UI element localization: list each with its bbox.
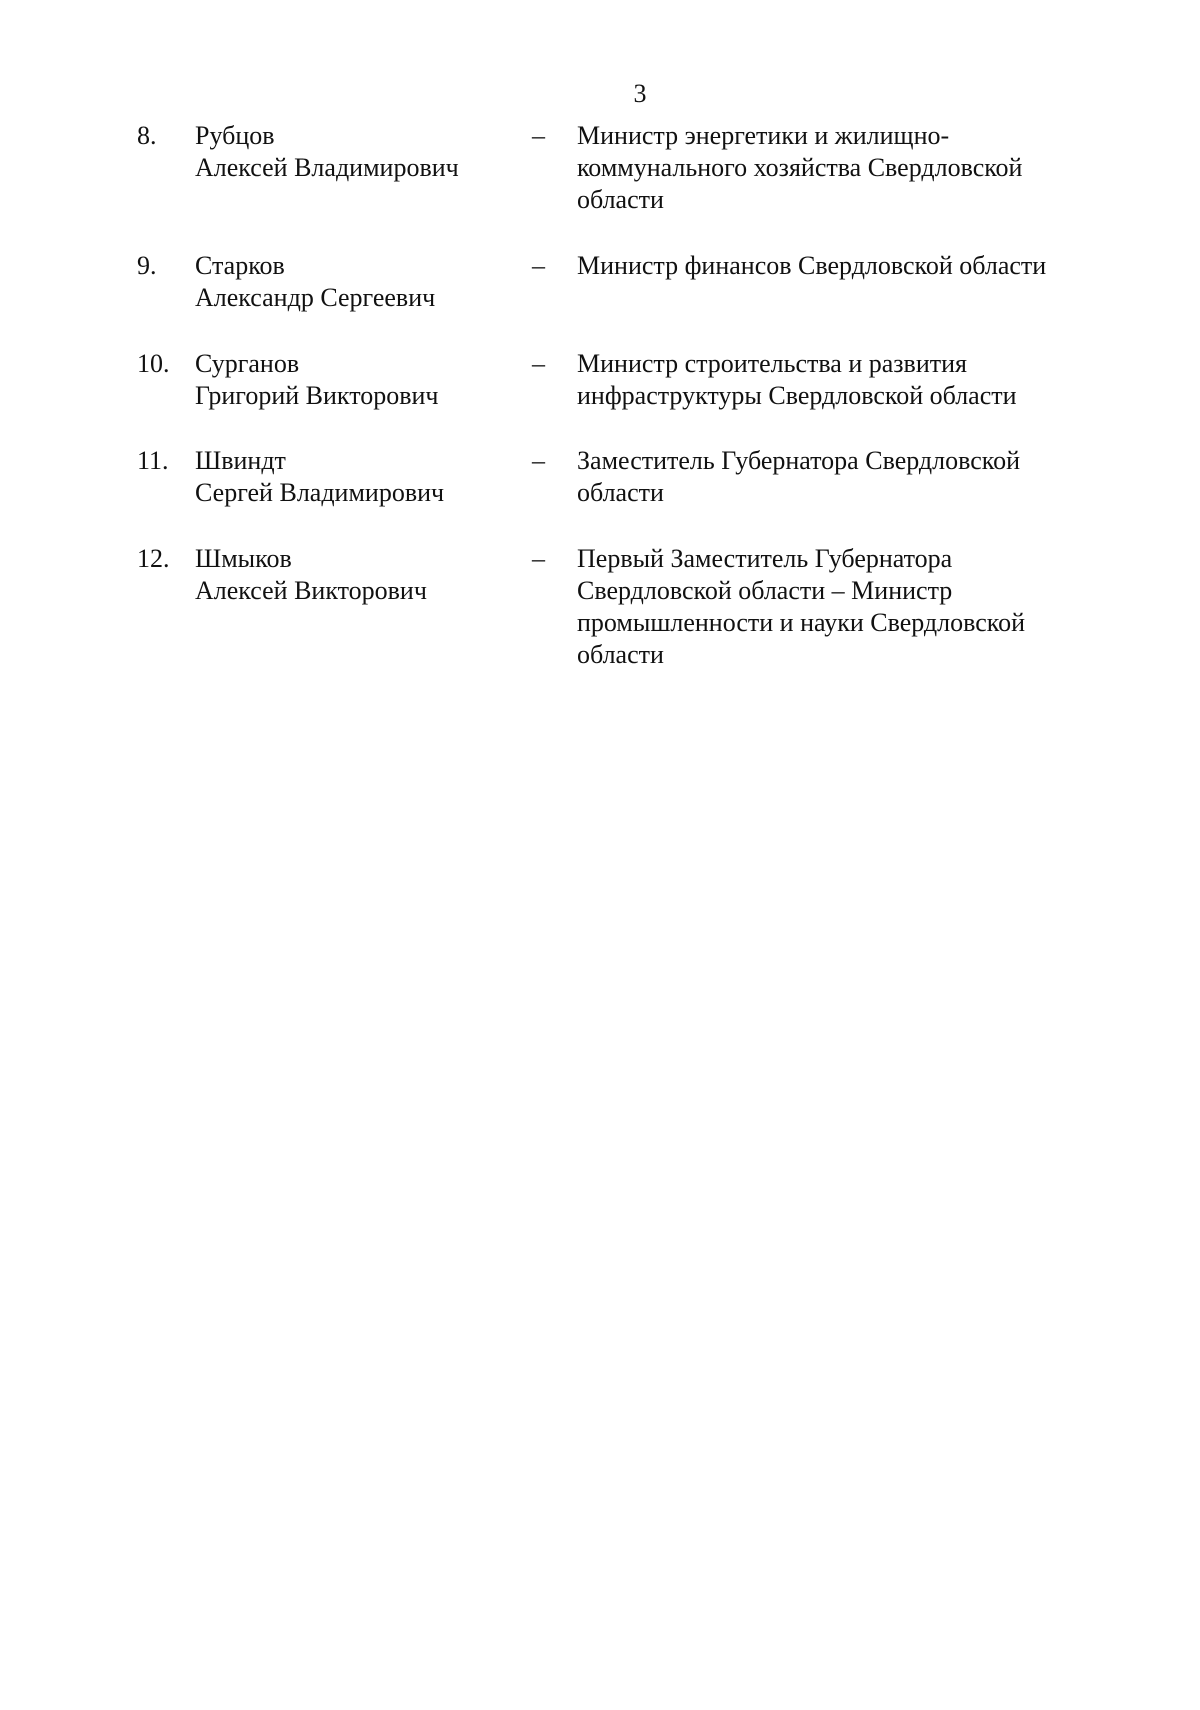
person-name: [195, 445, 444, 509]
position-line: Первый Заместитель Губернатора: [577, 544, 953, 573]
dash-separator: –: [532, 349, 545, 378]
person-surname: Сурганов: [195, 349, 300, 378]
position-line: Министр строительства и развития: [577, 349, 967, 378]
position-line: Заместитель Губернатора Свердловской: [577, 446, 1020, 475]
page-number: 3: [633, 79, 647, 108]
dash-separator: –: [532, 251, 545, 280]
person-name: [195, 250, 435, 314]
person-surname: Рубцов: [195, 121, 275, 150]
dash-separator: –: [532, 121, 545, 150]
person-position: [577, 120, 1097, 216]
position-line: Министр энергетики и жилищно-: [577, 121, 950, 150]
person-given-names: Алексей Викторович: [195, 576, 427, 605]
person-surname: Старков: [195, 251, 285, 280]
dash-separator: –: [532, 446, 545, 475]
position-line: области: [577, 478, 664, 507]
position-line: инфраструктуры Свердловской области: [577, 381, 1017, 410]
person-name: [195, 543, 427, 607]
person-position: [577, 250, 1097, 282]
dash-separator: –: [532, 544, 545, 573]
position-line: области: [577, 185, 664, 214]
item-number: 10.: [137, 349, 170, 378]
person-position: [577, 348, 1097, 412]
position-line: промышленности и науки Свердловской: [577, 608, 1026, 637]
item-number: 8.: [137, 121, 157, 150]
person-surname: Шмыков: [195, 544, 292, 573]
person-position: [577, 543, 1097, 671]
item-number: 12.: [137, 544, 170, 573]
position-line: области: [577, 640, 664, 669]
person-given-names: Алексей Владимирович: [195, 153, 459, 182]
person-given-names: Сергей Владимирович: [195, 478, 445, 507]
person-position: [577, 445, 1097, 509]
person-given-names: Александр Сергеевич: [195, 283, 436, 312]
position-line: коммунального хозяйства Свердловской: [577, 153, 1023, 182]
position-line: Министр финансов Свердловской области: [577, 251, 1047, 280]
item-number: 11.: [137, 446, 169, 475]
person-given-names: Григорий Викторович: [195, 381, 439, 410]
person-name: [195, 120, 459, 184]
item-number: 9.: [137, 251, 157, 280]
person-surname: Швиндт: [195, 446, 286, 475]
person-name: [195, 348, 438, 412]
position-line: Свердловской области – Министр: [577, 576, 953, 605]
